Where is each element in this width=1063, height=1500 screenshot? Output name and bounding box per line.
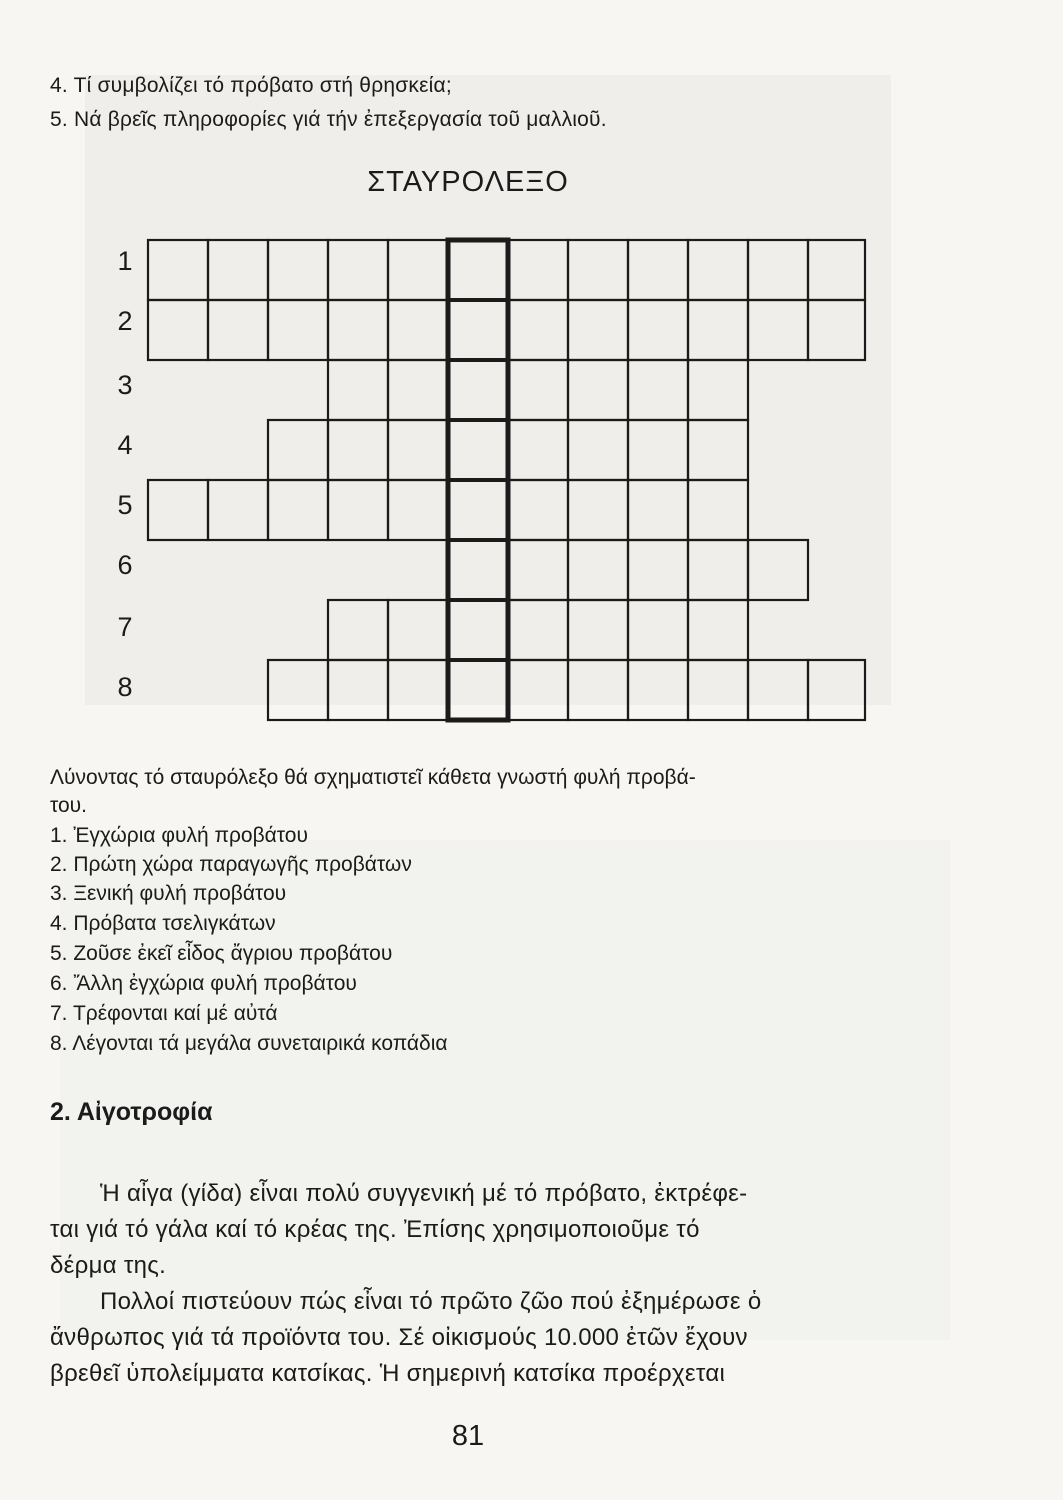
crossword-cell — [508, 360, 568, 420]
crossword-cell — [388, 300, 448, 360]
crossword-cell — [388, 480, 448, 540]
crossword-cell — [748, 300, 808, 360]
crossword-cell — [508, 240, 568, 300]
crossword-cell — [388, 420, 448, 480]
row-number: 5 — [117, 490, 133, 520]
crossword-cell — [268, 660, 328, 720]
crossword-cell — [688, 300, 748, 360]
crossword-cell — [328, 420, 388, 480]
crossword-cell — [448, 600, 508, 660]
crossword-cell — [628, 660, 688, 720]
crossword-cell — [688, 600, 748, 660]
crossword-cell — [448, 240, 508, 300]
crossword-cell — [688, 240, 748, 300]
question-4: 4. Τί συμβολίζει τό πρόβατο στή θρησκεία; — [50, 74, 452, 97]
crossword-cell — [208, 480, 268, 540]
body-text-line: ται γιά τό γάλα καί τό κρέας της. Ἐπίσης χρησιμοποιοῦμε τό — [50, 1216, 700, 1243]
clue-item: 1. Ἐγχώρια φυλή προβάτου — [50, 824, 308, 847]
crossword-cell — [688, 660, 748, 720]
crossword-cell — [628, 420, 688, 480]
row-number: 7 — [117, 612, 133, 642]
crossword-cell — [148, 240, 208, 300]
crossword-cell — [208, 300, 268, 360]
crossword-cell — [748, 240, 808, 300]
crossword-cell — [448, 480, 508, 540]
crossword-cell — [268, 300, 328, 360]
crossword-cell — [448, 300, 508, 360]
crossword-cell — [628, 600, 688, 660]
crossword-cell — [328, 240, 388, 300]
crossword-cell — [508, 300, 568, 360]
clue-item: 3. Ξενική φυλή προβάτου — [50, 882, 287, 905]
crossword-cell — [148, 480, 208, 540]
crossword-cell — [568, 480, 628, 540]
crossword-cell — [508, 660, 568, 720]
crossword-cell — [808, 300, 865, 360]
crossword-cell — [448, 540, 508, 600]
crossword-cell — [388, 240, 448, 300]
crossword-cell — [808, 660, 865, 720]
clue-item: 4. Πρόβατα τσελιγκάτων — [50, 912, 276, 935]
crossword-cell — [808, 240, 865, 300]
clue-item: 6. Ἄλλη ἐγχώρια φυλή προβάτου — [50, 972, 357, 995]
crossword-cell — [628, 360, 688, 420]
crossword-cell — [448, 360, 508, 420]
crossword-cell — [568, 300, 628, 360]
crossword-cell — [508, 540, 568, 600]
instruction-line: του. — [50, 794, 87, 817]
row-number: 3 — [117, 370, 133, 400]
crossword-cell — [328, 360, 388, 420]
crossword-cell — [388, 360, 448, 420]
crossword-cell — [328, 480, 388, 540]
crossword-cell — [568, 600, 628, 660]
crossword-cell — [148, 300, 208, 360]
crossword-cell — [328, 600, 388, 660]
body-text-line: Πολλοί πιστεύουν πώς εἶναι τό πρῶτο ζῶο πού ἐξημέρωσε ὁ — [100, 1288, 762, 1315]
row-number: 1 — [117, 246, 133, 276]
clue-item: 5. Ζοῦσε ἐκεῖ εἶδος ἄγριου προβάτου — [50, 942, 393, 965]
crossword-cell — [688, 420, 748, 480]
crossword-cell — [508, 480, 568, 540]
crossword-cell — [328, 660, 388, 720]
page-number: 81 — [451, 1420, 485, 1452]
row-number: 8 — [117, 672, 133, 702]
body-text-line: δέρμα της. — [50, 1252, 167, 1279]
crossword-cell — [268, 480, 328, 540]
crossword-cell — [568, 360, 628, 420]
crossword-cell — [688, 360, 748, 420]
crossword-cell — [628, 540, 688, 600]
clue-item: 7. Τρέφονται καί μέ αὐτά — [50, 1002, 278, 1025]
crossword-cell — [268, 240, 328, 300]
row-number: 6 — [117, 550, 133, 580]
crossword-cell — [568, 420, 628, 480]
clue-item: 2. Πρώτη χώρα παραγωγῆς προβάτων — [50, 853, 412, 876]
crossword-cell — [628, 240, 688, 300]
crossword-cell — [688, 480, 748, 540]
crossword-cell — [208, 240, 268, 300]
crossword-cell — [748, 540, 808, 600]
body-text-line: Ἡ αἶγα (γίδα) εἶναι πολύ συγγενική μέ τό πρόβατο, ἐκτρέφε- — [100, 1180, 748, 1207]
crossword-cell — [688, 540, 748, 600]
crossword-cell — [508, 600, 568, 660]
crossword-cell — [748, 660, 808, 720]
crossword-cell — [508, 420, 568, 480]
crossword-cell — [268, 420, 328, 480]
crossword-cell — [448, 660, 508, 720]
crossword-title: ΣΤΑΥΡΟΛΕΞΟ — [367, 166, 569, 198]
crossword-cell — [388, 600, 448, 660]
crossword-cell — [388, 660, 448, 720]
crossword-cell — [628, 300, 688, 360]
section-heading: 2. Αἰγοτροφία — [50, 1098, 213, 1126]
crossword-cell — [568, 540, 628, 600]
crossword-cell — [568, 240, 628, 300]
row-number: 4 — [117, 430, 133, 460]
question-5: 5. Νά βρεῖς πληροφορίες γιά τήν ἐπεξεργασία τοῦ μαλλιοῦ. — [50, 108, 607, 131]
row-number: 2 — [117, 306, 133, 336]
instruction-line: Λύνοντας τό σταυρόλεξο θά σχηματιστεῖ κάθετα γνωστή φυλή προβά- — [50, 766, 696, 789]
clue-item: 8. Λέγονται τά μεγάλα συνεταιρικά κοπάδια — [50, 1032, 448, 1055]
body-text-line: βρεθεῖ ὑπολείμματα κατσίκας. Ἡ σημερινή κατσίκα προέρχεται — [50, 1360, 726, 1387]
crossword-cell — [568, 660, 628, 720]
crossword-cell — [328, 300, 388, 360]
crossword-cell — [448, 420, 508, 480]
crossword-cell — [628, 480, 688, 540]
body-text-line: ἄνθρωπος γιά τά προϊόντα του. Σέ οἰκισμούς 10.000 ἐτῶν ἔχουν — [50, 1324, 748, 1351]
